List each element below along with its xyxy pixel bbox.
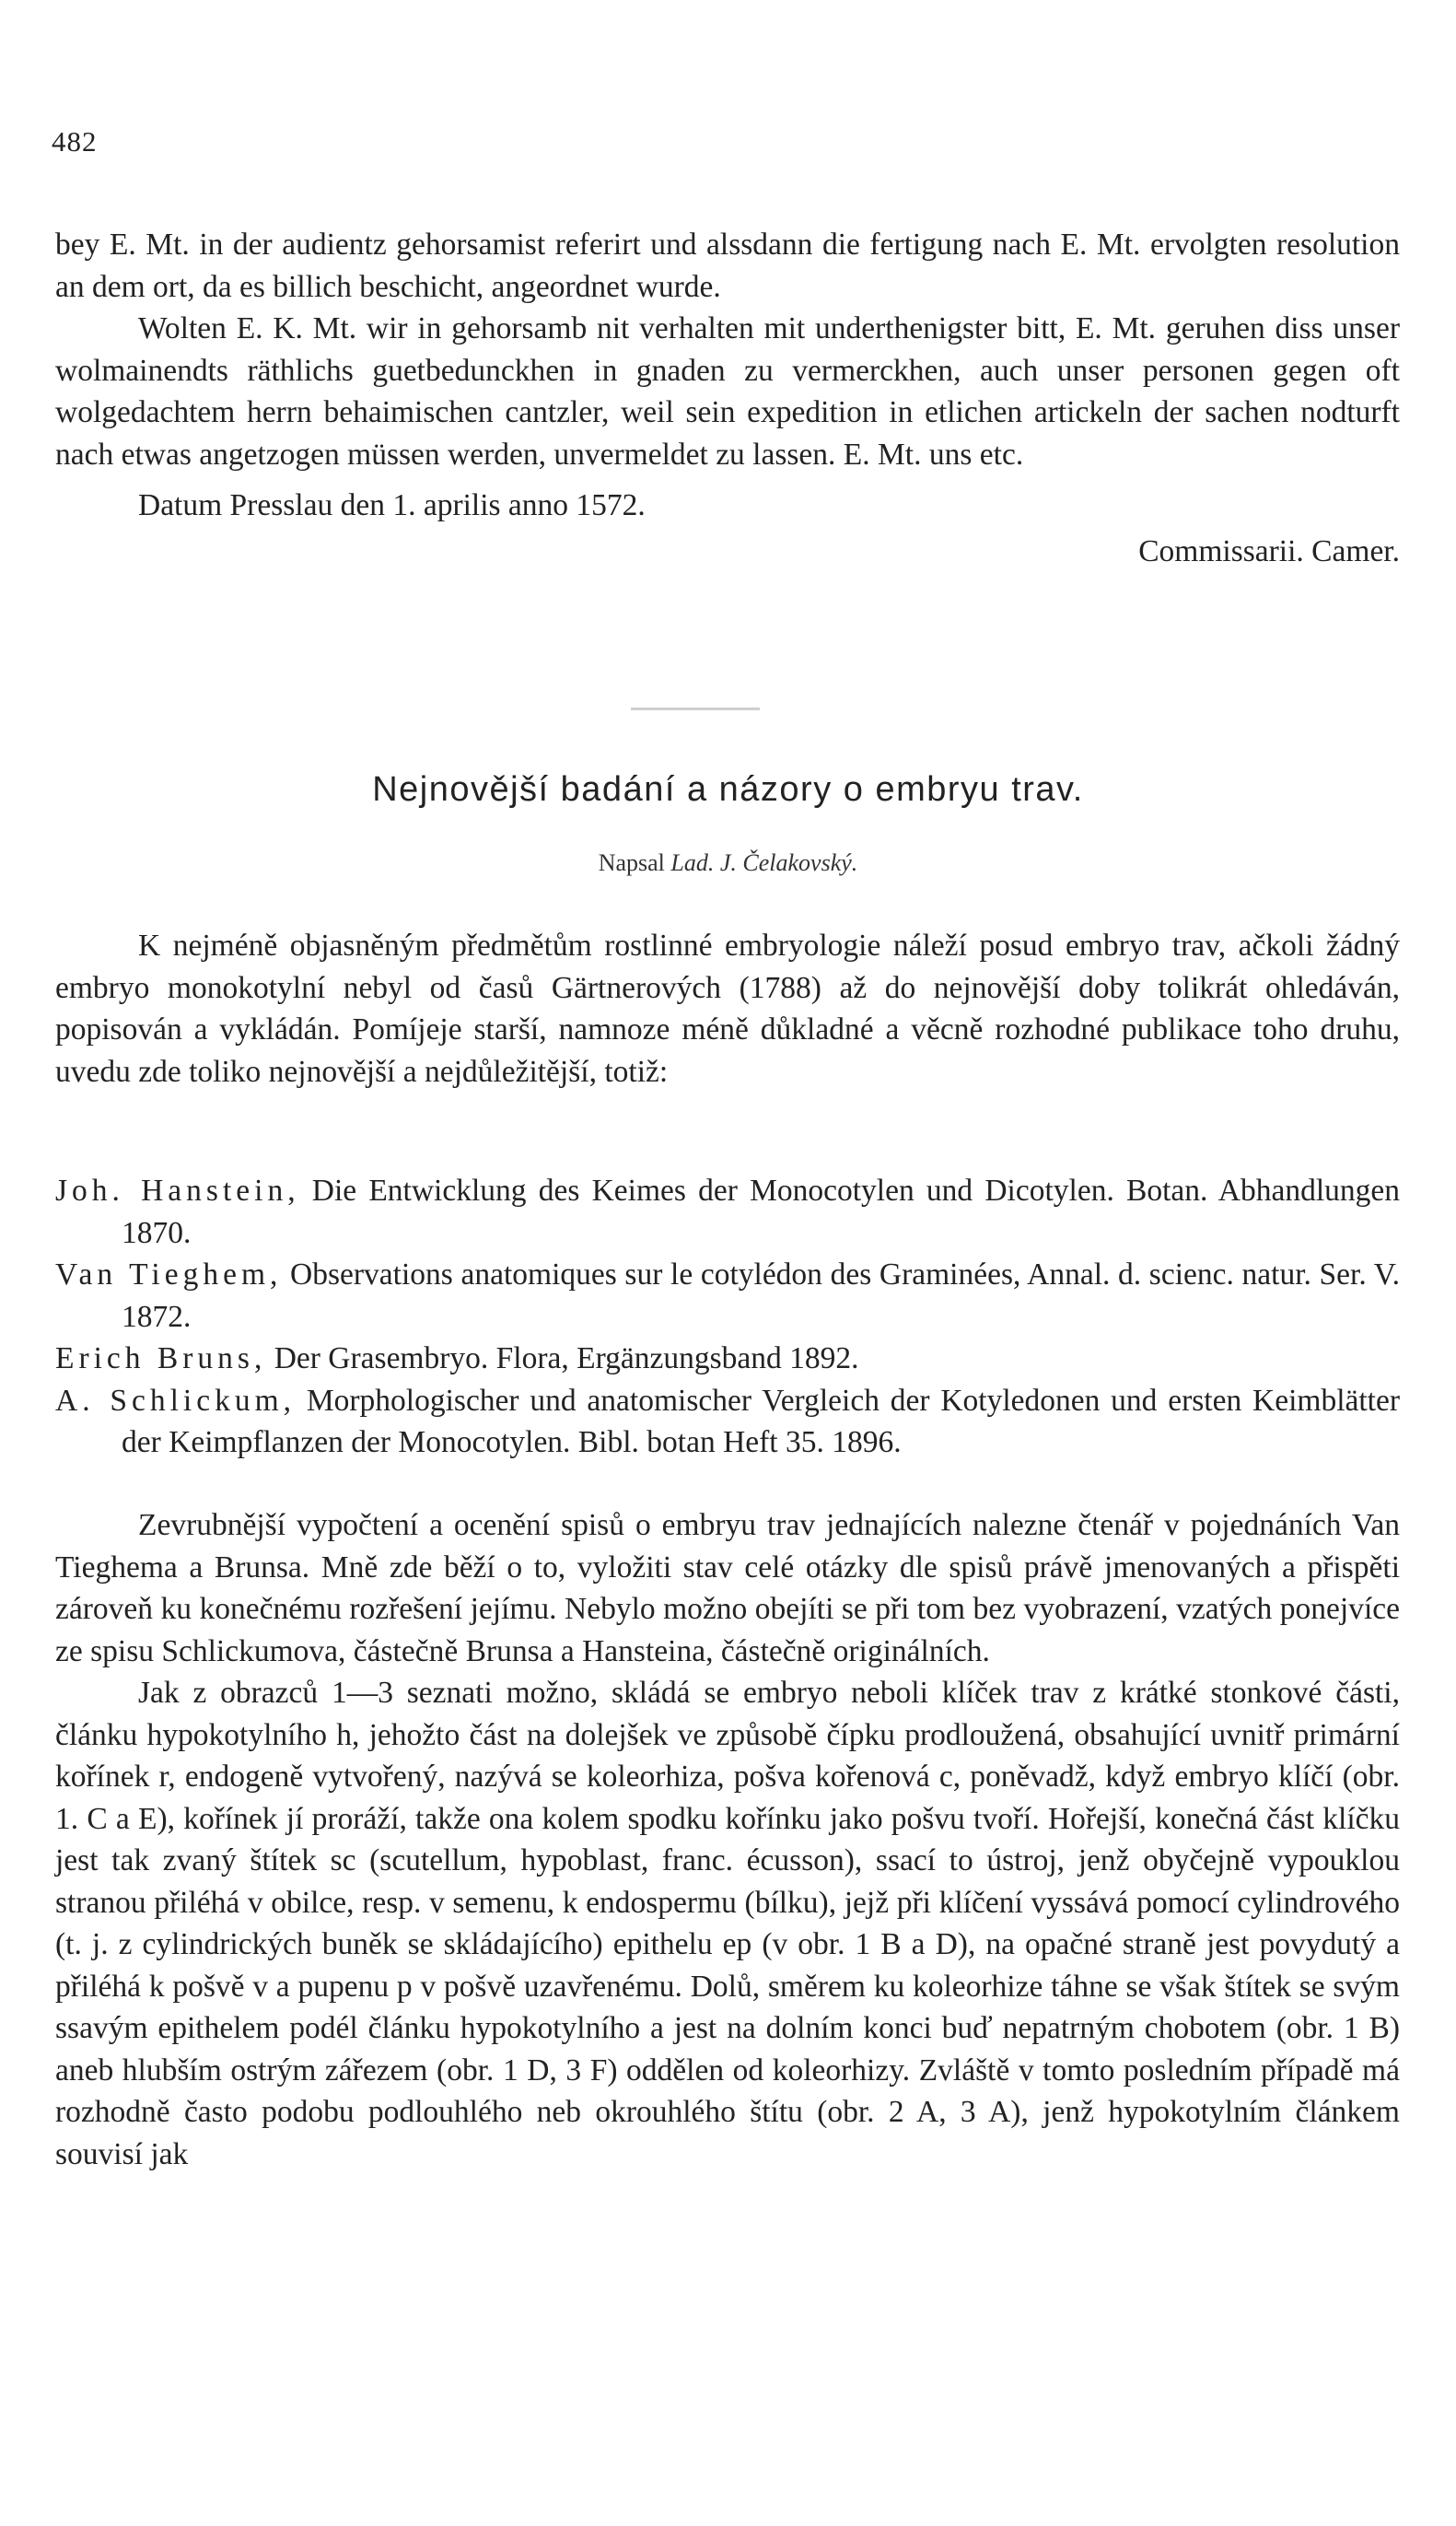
byline-author: Lad. J. Čelakovský. [670,849,858,876]
reference-author: Van Tieghem, [55,1257,283,1292]
byline-prefix: Napsal [598,849,665,876]
letter-text [55,224,1400,572]
section-divider [631,708,760,710]
reference-text: Die Entwicklung des Keimes der Monocotylen und Dicotylen. Botan. Abhandlungen 1870. [122,1174,1401,1250]
reference-text: Morphologischer und anatomischer Vergleich der Kotyledonen und ersten Keimblätter der Keimpflanzen der Monocotylen. Bibl. botan Heft 35. 1896. [122,1383,1401,1459]
article-body [55,1504,1400,2175]
reference-item [55,1338,1400,1380]
reference-text: Der Grasembryo. Flora, Ergänzungsband 1892. [266,1341,859,1375]
letter-signature: Commissarii. Camer. [1138,533,1400,568]
letter-paragraph-1: bey E. Mt. in der audientz gehorsamist referirt und alssdann die fertigung nach E. Mt. ervolgten resolution an dem ort, da es billich beschicht, angeordnet wurde. [55,228,1400,304]
reference-list [55,1170,1400,1464]
body-paragraph-3: Jak z obrazců 1—3 seznati možno, skládá se embryo neboli klíček trav z krátké stonkové části, článku hypokotylního h, jehožto část na dolejšek ve způsobě čípku prodloužená, obsahující uvnitř primární kořínek r, endogeně vytvořený, nazývá se koleorhiza, pošva kořenová c, poněvadž, když embryo klíčí (obr. 1. C a E), kořínek jí proráží, takže ona kolem spodku kořínku jako pošvu tvoří. Hořejší, konečná část klíčku jest tak zvaný štítek sc (scutellum, hypoblast, franc. écusson), ssací to ústroj, jenž obyčejně vypouklou stranou přiléhá v obilce, resp. v semenu, k endospermu (bílku), jejž při klíčení vyssává pomocí cylindrového (t. j. z cylindrických buněk se skládajícího) epithelu ep (v obr. 1 B a D), na opačné straně jest povydutý a přiléhá k pošvě v a pupenu p v pošvě uzavřenému. Dolů, směrem ku koleorhize táhne se však štítek se svým ssavým epithelem podél článku hypokotylního a jest na dolním konci buď nepatrným chobotem (obr. 1 B) aneb hlubším ostrým zářezem (obr. 1 D, 3 F) oddělen od koleorhizy. Zvláště v tomto posledním případě má rozhodně často podobu podlouhlého neb okrouhlého štítu (obr. 2 A, 3 A), jenž hypokotylním článkem souvisí jak [55,1676,1400,2171]
reference-author: Erich Bruns, [55,1341,267,1375]
article-byline [0,849,1456,877]
letter-date: Datum Presslau den 1. aprilis anno 1572. [138,488,646,522]
article-intro [55,925,1400,1093]
reference-text: Observations anatomiques sur le cotylédon des Graminées, Annal. d. scienc. natur. Ser. V. 1872. [122,1257,1400,1334]
reference-item [55,1380,1400,1464]
reference-author: Joh. Hanstein, [55,1174,300,1208]
intro-paragraph: K nejméně objasněným předmětům rostlinné embryologie náleží posud embryo trav, ačkoli žádný embryo monokotylní nebyl od časů Gärtnerových (1788) až do nejnovější doby tolikrát ohledáván, popisován a vykládán. Pomíjeje starší, namnoze méně důkladné a věcně rozhodné publikace toho druhu, uvedu zde toliko nejnovější a nejdůležitější, totiž: [55,929,1400,1089]
article-title: Nejnovější badání a názory o embryu trav. [372,770,1084,809]
letter-paragraph-2: Wolten E. K. Mt. wir in gehorsamb nit verhalten mit underthenigster bitt, E. Mt. geruhen diss unser wolmainendts räthlichs guetbedunckhen in gnaden zu vermerckhen, auch unser personen gegen oft wolgedachtem herrn behaimischen cantzler, weil sein expedition in etlichen artickeln der sachen nodturft nach etwas angetzogen müssen werden, unvermeldet zu lassen. E. Mt. uns etc. [55,311,1400,472]
reference-item [55,1254,1400,1338]
reference-author: A. Schlickum, [55,1383,297,1418]
body-paragraph-2: Zevrubnější vypočtení a ocenění spisů o embryu trav jednajících nalezne čtenář v pojednáních Van Tieghema a Brunsa. Mně zde běží o to, vyložiti stav celé otázky dle spisů právě jmenovaných a přispěti zároveň ku konečnému rozřešení jejímu. Nebylo možno obejíti se při tom bez vyobrazení, vzatých ponejvíce ze spisu Schlickumova, částečně Brunsa a Hansteina, částečně originálních. [55,1508,1400,1668]
reference-item [55,1170,1400,1254]
page-number: 482 [52,125,98,158]
